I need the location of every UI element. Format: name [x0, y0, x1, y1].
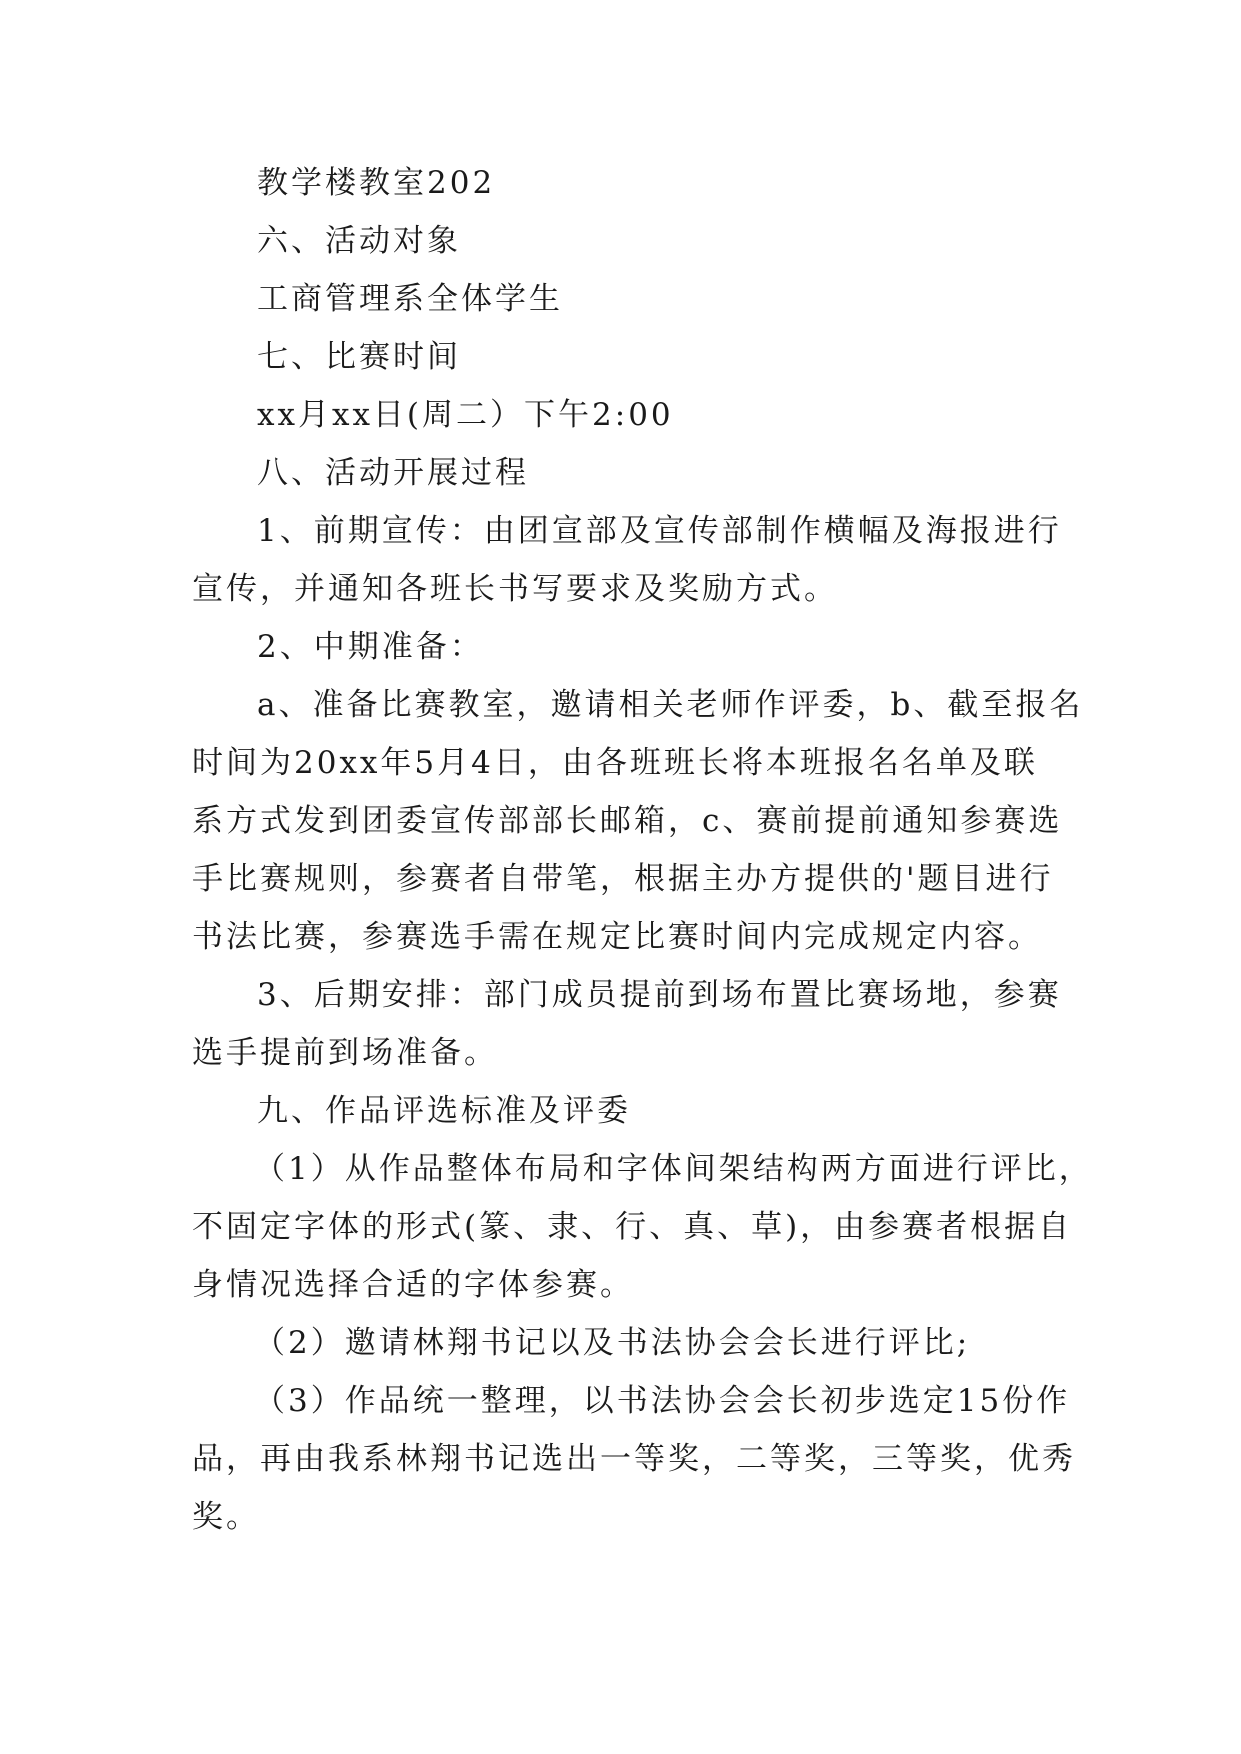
heading-competition-time: 七、比赛时间 — [257, 339, 461, 375]
paragraph-venue: 教学楼教室202 — [257, 165, 496, 201]
paragraph-line: 1、前期宣传：由团宣部及宣传部制作横幅及海报进行 — [257, 513, 1062, 549]
paragraph-line: 系方式发到团委宣传部部长邮箱，c、赛前提前通知参赛选 — [192, 803, 1063, 839]
paragraph-line: 书法比赛，参赛选手需在规定比赛时间内完成规定内容。 — [192, 919, 1042, 955]
paragraph-line: （1）从作品整体布局和字体间架结构两方面进行评比， — [254, 1151, 1093, 1187]
heading-judging: 九、作品评选标准及评委 — [257, 1093, 631, 1129]
heading-process: 八、活动开展过程 — [257, 455, 529, 491]
document-body — [192, 154, 1093, 1546]
paragraph-line: 奖。 — [192, 1499, 260, 1535]
paragraph-target: 工商管理系全体学生 — [257, 281, 563, 317]
paragraph-time: xx月xx日(周二）下午2:00 — [257, 397, 674, 433]
paragraph-line: 2、中期准备： — [257, 629, 484, 665]
paragraph-line: 时间为20xx年5月4日，由各班班长将本班报名名单及联 — [192, 745, 1038, 781]
paragraph-line: 宣传，并通知各班长书写要求及奖励方式。 — [192, 571, 838, 607]
paragraph-line: 身情况选择合适的字体参赛。 — [192, 1267, 634, 1303]
paragraph-line: 不固定字体的形式(篆、隶、行、真、草)，由参赛者根据自 — [192, 1209, 1073, 1245]
heading-activity-target: 六、活动对象 — [257, 223, 461, 259]
paragraph-line: 手比赛规则，参赛者自带笔，根据主办方提供的'题目进行 — [192, 861, 1054, 897]
paragraph-line: （3）作品统一整理，以书法协会会长初步选定15份作 — [254, 1383, 1071, 1419]
paragraph-line: 3、后期安排：部门成员提前到场布置比赛场地，参赛 — [257, 977, 1062, 1013]
paragraph-line: 选手提前到场准备。 — [192, 1035, 498, 1071]
paragraph-line: （2）邀请林翔书记以及书法协会会长进行评比; — [254, 1325, 971, 1361]
paragraph-line: 品，再由我系林翔书记选出一等奖，二等奖，三等奖，优秀 — [192, 1441, 1076, 1477]
paragraph-line: a、准备比赛教室，邀请相关老师作评委，b、截至报名 — [257, 687, 1084, 723]
